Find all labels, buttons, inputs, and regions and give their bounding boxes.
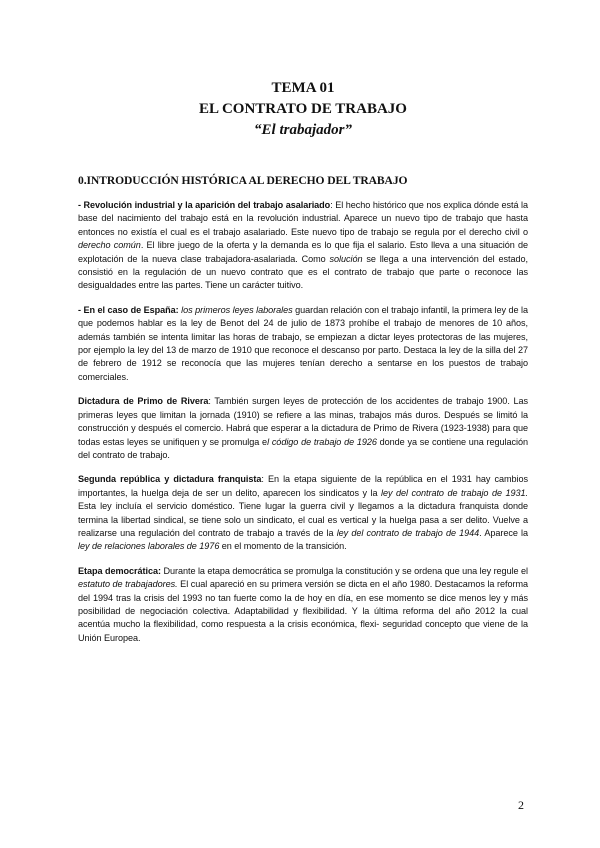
paragraph-text: : También surgen leyes de protección de los accidentes de trabajo 1900. Las primeras leyes que limitan la jornada (1910) se refiere a las minas, trabajos más duros. Después se limitó la construcción y después el comercio. Habrá que esperar a la dictadura de Primo de Rivera (1923-1938) para que todas estas leyes se unifiquen y se promulga e [78, 396, 529, 447]
paragraph-label: Segunda república y dictadura franquista [78, 474, 262, 485]
paragraph-italic: derecho común [78, 240, 141, 251]
paragraph-text: Esta ley incluía el servicio doméstico. Tiene lugar la guerra civil y llegamos a la dictadura franquista donde termina la libertad sindical, se tiene solo un sindicato, el cual es vertical y la huelga pasa a ser delito. Vuelve a realizarse una regulación del contrato de trabajo a través de la [78, 501, 528, 538]
paragraph-text: : El hecho histórico que nos explica dónde está la base del nacimiento del trabajo está en la revolución industrial. Aparece un nuevo tipo de trabajo que hasta entonces no existía el cual es el trabajo asalariado. Este nuevo tipo de trabajo se regula por el derecho civil o [78, 200, 529, 237]
title-subtitle: “El trabajador” [254, 122, 352, 138]
paragraph-republica-franquismo [78, 473, 528, 553]
title-topic: TEMA 01 [271, 80, 335, 96]
paragraph-text: en el momento de la transición. [219, 541, 347, 552]
paragraph-italic: ley de relaciones laborales de 1976 [78, 541, 220, 552]
paragraph-text: . El libre juego de la oferta y la demanda es lo que fija el salario. Esto lleva a una situación de explotación de la nueva clase trabajadora-asalariada. Como [78, 240, 529, 264]
paragraph-text: : En la etapa siguiente de la república en el 1931 hay cambios importantes, la huelga deja de ser un delito, aparecen los sindicatos y la [78, 474, 528, 498]
paragraph-text: se llega a una intervención del estado, consistió en la regulación de un nuevo contrato que es el contrato de trabajo que parte o reconoce las desigualdades entre las partes. Tiene un carácter tuitivo. [78, 253, 528, 291]
paragraph-text: donde ya se contiene una regulación del contrato de trabajo. [78, 436, 528, 460]
paragraph-italic: ley del contrato de trabajo de 1944 [336, 527, 480, 538]
paragraph-italic: estatuto de trabajadores. [78, 579, 178, 590]
paragraph-italic: l código de trabajo de 1926 [267, 436, 377, 447]
paragraph-label: - En el caso de España: [78, 304, 179, 315]
document-page [78, 72, 528, 656]
paragraph-etapa-democratica [78, 565, 528, 645]
paragraph-primo-de-rivera [78, 395, 528, 462]
paragraph-text: . Aparece la [479, 527, 528, 538]
section-heading: 0.INTRODUCCIÓN HISTÓRICA AL DERECHO DEL TRABAJO [78, 174, 408, 187]
paragraph-label: Etapa democrática: [78, 565, 161, 576]
paragraph-italic: solución [329, 253, 363, 264]
paragraph-text: Durante la etapa democrática se promulga la constitución y se ordena que una ley regule el [161, 565, 529, 576]
paragraph-italic: ley del contrato de trabajo de 1931. [380, 487, 528, 498]
paragraph-revolucion-industrial [78, 199, 528, 293]
paragraph-text: guardan relación con el trabajo infantil, la primera ley de la que podemos hablar es la ley de Benot del 24 de julio de 1873 prohíbe el trabajo de menores de 10 años, además también se intenta limitar las horas de trabajo, se empiezan a dictar leyes protectoras de las mujeres, por ejemplo la ley del 13 de marzo de 1910 que reconoce el descanso por parto. Destaca la ley de la silla del 27 de febrero de 1912 se reconocía que las mujeres tenían derecho a sentarse en los puestos de trabajo comerciales. [78, 304, 528, 382]
paragraph-italic: los primeros leyes laborales [181, 304, 293, 315]
title-main: EL CONTRATO DE TRABAJO [199, 101, 407, 117]
paragraph-espana [78, 304, 528, 384]
page-number: 2 [518, 798, 524, 812]
paragraph-label: - Revolución industrial y la aparición del trabajo asalariado [78, 200, 331, 210]
paragraph-text: El cual apareció en su primera versión se dicta en el año 1980. Destacamos la reforma del 1994 tras la crisis del 1993 no tan fuerte como la de hoy en día, en ese momento se dice menos ley y más posibilidad de negociación colectiva. Adaptabilidad y flexibilidad. Y la última reforma del año 2012 la cual acentúa mucho la flexibilidad, como respuesta a la crisis económica, flexi- seguridad concepto que viene de la Unión Europea. [78, 579, 528, 643]
paragraph-label: Dictadura de Primo de Rivera [78, 396, 209, 407]
